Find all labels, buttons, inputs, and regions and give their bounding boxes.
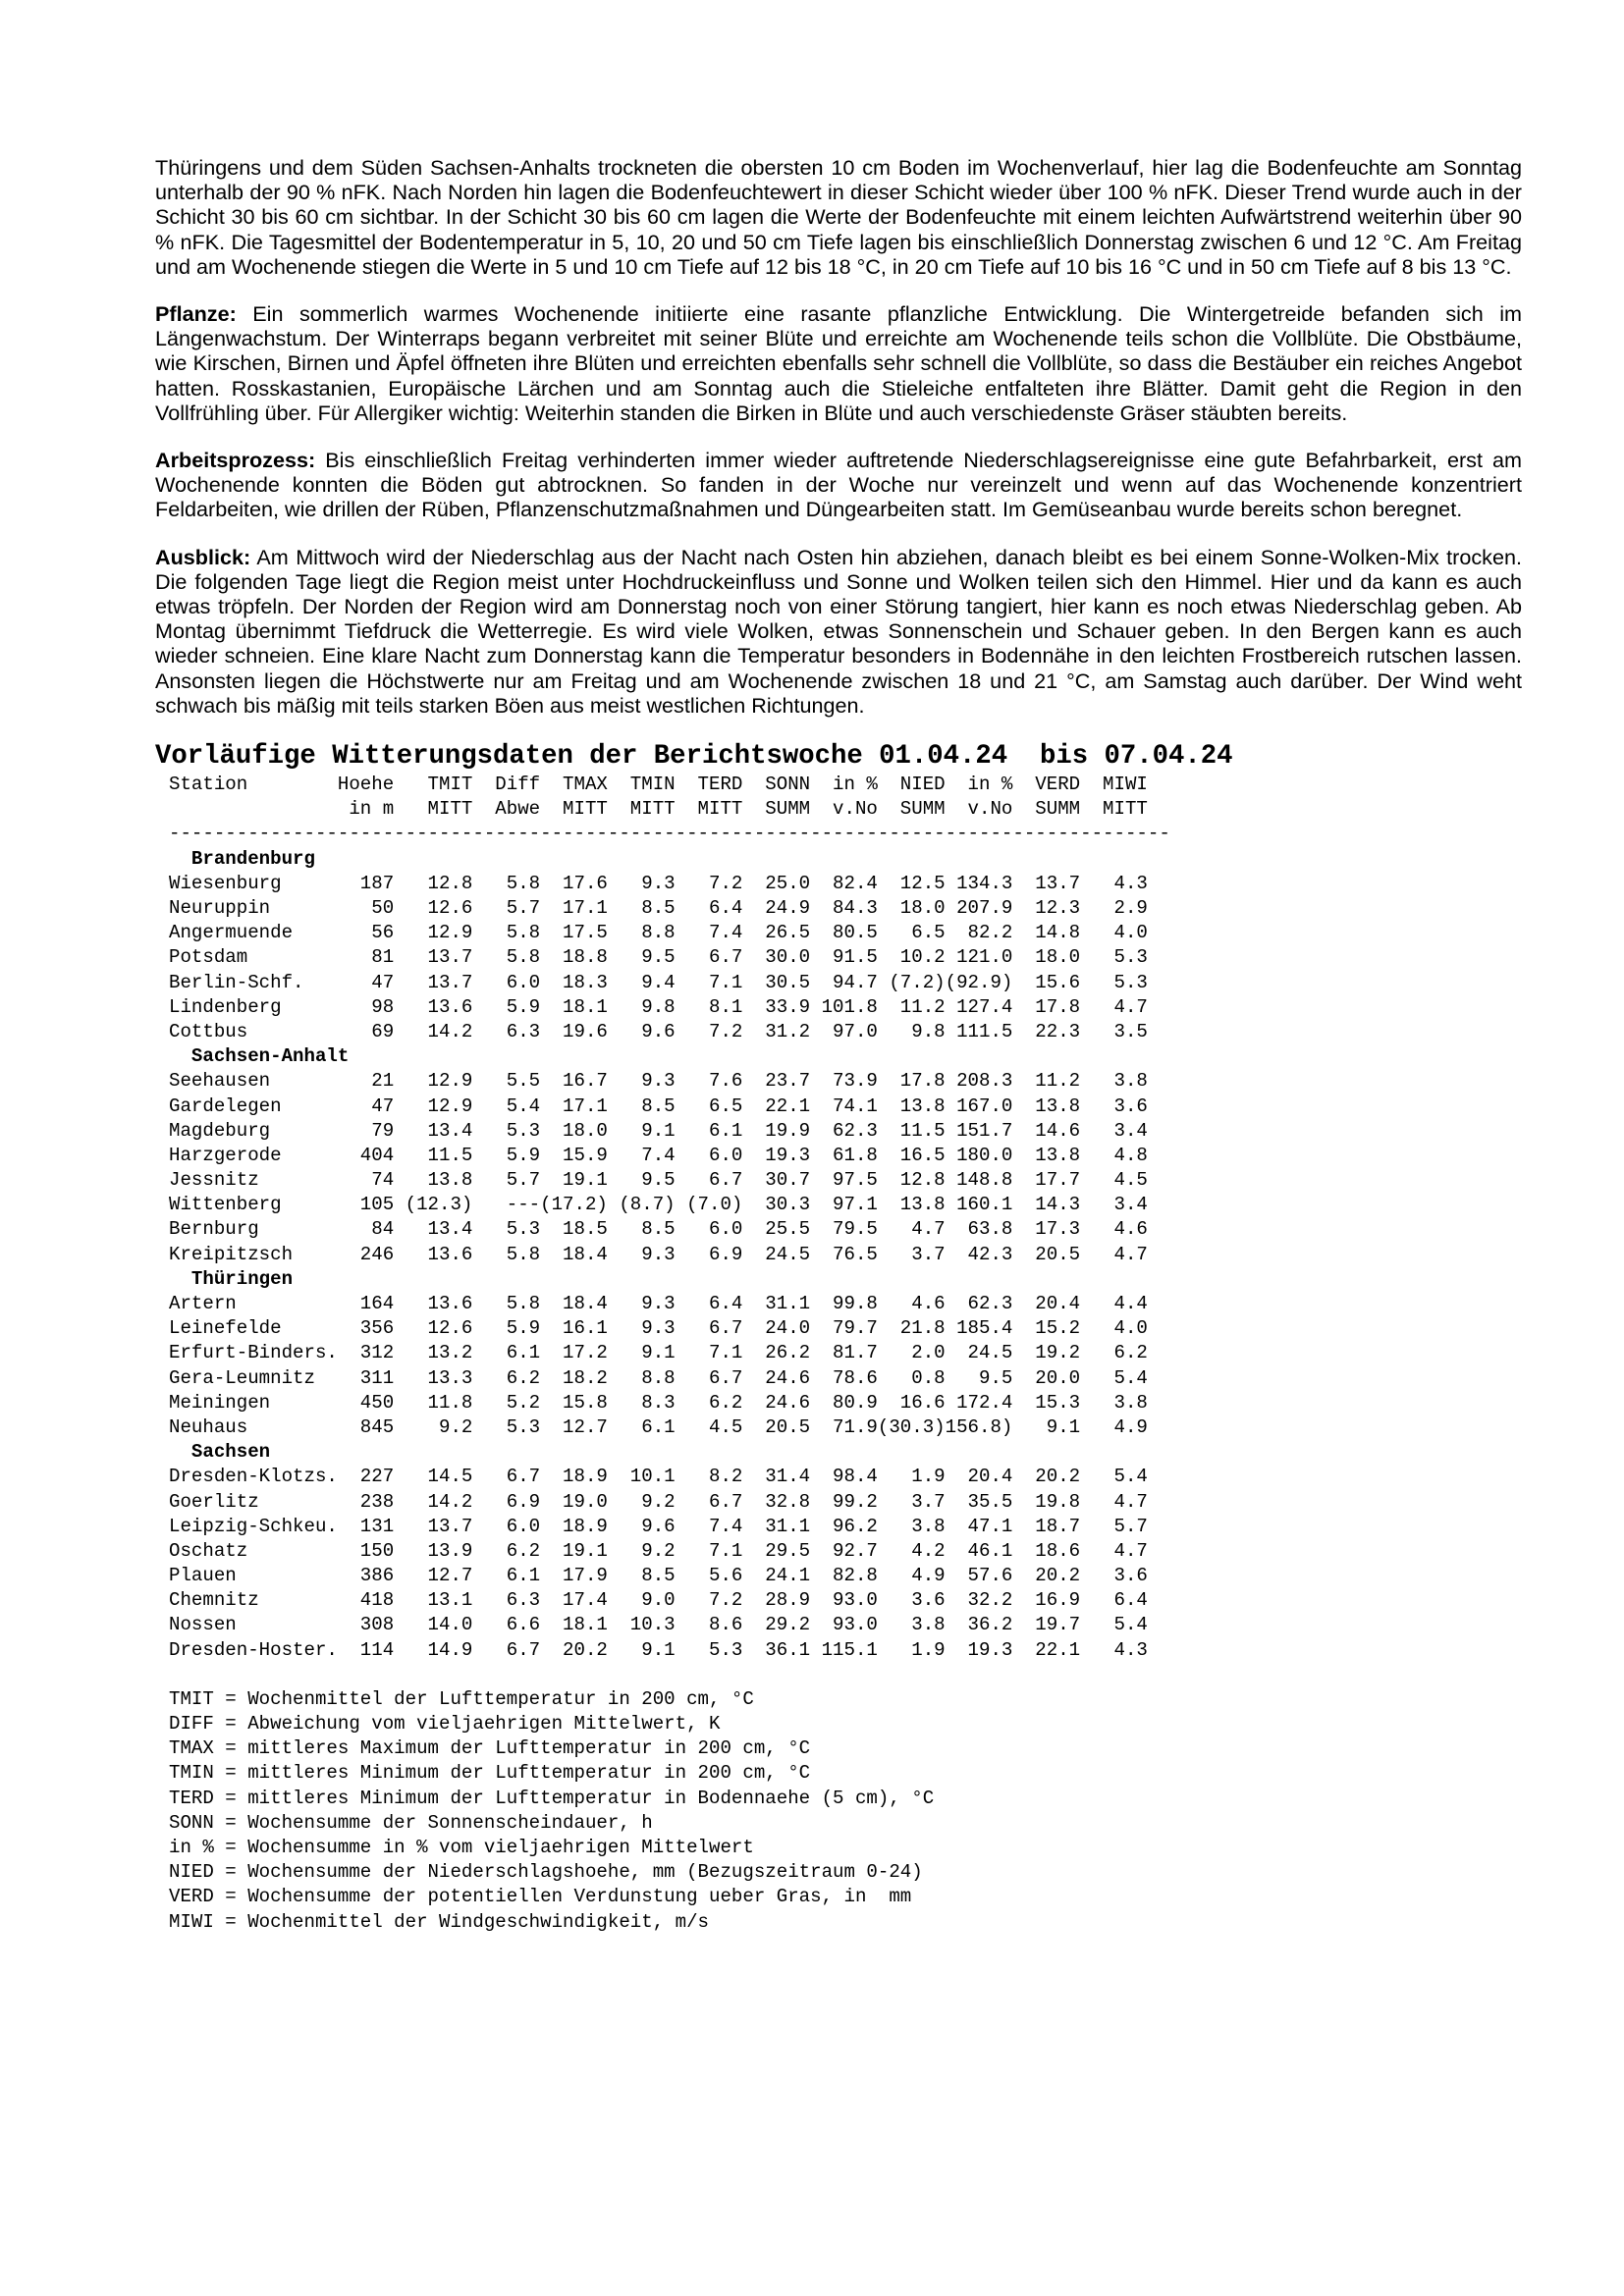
paragraph-lead: Pflanze: <box>155 301 237 327</box>
table-legend <box>155 1687 1522 1935</box>
paragraph <box>155 301 1522 425</box>
table-row: Leipzig-Schkeu. 131 13.7 6.0 18.9 9.6 7.4 31.1 96.2 3.8 47.1 18.7 5.7 <box>169 1515 1148 1537</box>
table-row: Neuruppin 50 12.6 5.7 17.1 8.5 6.4 24.9 84.3 18.0 207.9 12.3 2.9 <box>169 897 1148 919</box>
document-page <box>155 155 1522 1935</box>
paragraph-text: Am Mittwoch wird der Niederschlag aus der Nacht nach Osten hin abziehen, danach bleibt es bei einem Sonne-Wolken-Mix trocken. Die folgenden Tage liegt die Region meist unter Hochdruckeinfluss und Sonne und Wolken teilen sich den Himmel. Hier und da kann es auch etwas tröpfeln. Der Norden der Region wird am Donnerstag noch von einer Störung tangiert, hier kann es noch etwas Niederschlag geben. Ab Montag übernimmt Tiefdruck die Wetterregie. Es wird viele Wolken, etwas Sonnenschein und Schauer geben. In den Bergen kann es auch wieder schneien. Eine klare Nacht zum Donnerstag kann die Temperatur besonders in Bodennähe in den leichten Frostbereich rutschen lassen. Ansonsten liegen die Höchstwerte nur am Freitag und am Wochenende zwischen 18 und 21 °C, am Samstag auch darüber. Der Wind weht schwach bis mäßig mit teils starken Böen aus meist westlichen Richtungen. <box>155 544 1522 718</box>
table-row: Neuhaus 845 9.2 5.3 12.7 6.1 4.5 20.5 71.9(30.3)156.8) 9.1 4.9 <box>169 1415 1148 1438</box>
table-row: Dresden-Hoster. 114 14.9 6.7 20.2 9.1 5.3 36.1 115.1 1.9 19.3 22.1 4.3 <box>169 1638 1148 1661</box>
legend-line: TMAX = mittleres Maximum der Lufttemperatur in 200 cm, °C <box>169 1737 811 1760</box>
legend-line: TMIN = mittleres Minimum der Lufttemperatur in 200 cm, °C <box>169 1762 811 1785</box>
table-row: Seehausen 21 12.9 5.5 16.7 9.3 7.6 23.7 73.9 17.8 208.3 11.2 3.8 <box>169 1070 1148 1093</box>
paragraph-text: Thüringens und dem Süden Sachsen-Anhalts trockneten die obersten 10 cm Boden im Wochenverlauf, hier lag die Bodenfeuchte am Sonntag unterhalb der 90 % nFK. Nach Norden hin lagen die Bodenfeuchtewert in dieser Schicht wieder über 100 % nFK. Dieser Trend wurde auch in der Schicht 30 bis 60 cm sichtbar. In der Schicht 30 bis 60 cm lagen die Werte der Bodenfeuchte mit einem leichten Aufwärtstrend weiterhin über 90 % nFK. Die Tagesmittel der Bodentemperatur in 5, 10, 20 und 50 cm Tiefe lagen bis einschließlich Donnerstag zwischen 6 und 12 °C. Am Freitag und am Wochenende stiegen die Werte in 5 und 10 cm Tiefe auf 12 bis 18 °C, in 20 cm Tiefe auf 10 bis 16 °C und in 50 cm Tiefe auf 8 bis 13 °C. <box>155 155 1522 279</box>
table-row: Nossen 308 14.0 6.6 18.1 10.3 8.6 29.2 93.0 3.8 36.2 19.7 5.4 <box>169 1614 1148 1636</box>
weather-table <box>155 773 1522 1663</box>
table-row: Meiningen 450 11.8 5.2 15.8 8.3 6.2 24.6 80.9 16.6 172.4 15.3 3.8 <box>169 1391 1148 1414</box>
legend-line: SONN = Wochensumme der Sonnenscheindauer, h <box>169 1811 653 1834</box>
table-row: Gardelegen 47 12.9 5.4 17.1 8.5 6.5 22.1 74.1 13.8 167.0 13.8 3.6 <box>169 1095 1148 1117</box>
table-header-units-row: in m MITT Abwe MITT MITT MITT SUMM v.No SUMM v.No SUMM MITT <box>169 798 1148 821</box>
table-separator: ----------------------------------------------------------------------------------------- <box>169 823 1170 845</box>
paragraph-lead: Arbeitsprozess: <box>155 448 316 473</box>
paragraph <box>155 448 1522 522</box>
table-row: Lindenberg 98 13.6 5.9 18.1 9.8 8.1 33.9 101.8 11.2 127.4 17.8 4.7 <box>169 995 1148 1018</box>
report-text <box>155 155 1522 718</box>
legend-line: NIED = Wochensumme der Niederschlagshoehe, mm (Bezugszeitraum 0-24) <box>169 1861 923 1884</box>
table-row: Berlin-Schf. 47 13.7 6.0 18.3 9.4 7.1 30.5 94.7 (7.2)(92.9) 15.6 5.3 <box>169 971 1148 993</box>
table-row: Jessnitz 74 13.8 5.7 19.1 9.5 6.7 30.7 97.5 12.8 148.8 17.7 4.5 <box>169 1169 1148 1192</box>
paragraph-lead: Ausblick: <box>155 544 251 569</box>
legend-line: DIFF = Abweichung vom vieljaehrigen Mittelwert, K <box>169 1713 721 1735</box>
table-row: Kreipitzsch 246 13.6 5.8 18.4 9.3 6.9 24.5 76.5 3.7 42.3 20.5 4.7 <box>169 1243 1148 1265</box>
table-row: Chemnitz 418 13.1 6.3 17.4 9.0 7.2 28.9 93.0 3.6 32.2 16.9 6.4 <box>169 1589 1148 1612</box>
table-row: Potsdam 81 13.7 5.8 18.8 9.5 6.7 30.0 91.5 10.2 121.0 18.0 5.3 <box>169 946 1148 969</box>
region-heading: Sachsen <box>169 1441 271 1464</box>
table-row: Harzgerode 404 11.5 5.9 15.9 7.4 6.0 19.3 61.8 16.5 180.0 13.8 4.8 <box>169 1144 1148 1166</box>
table-row: Dresden-Klotzs. 227 14.5 6.7 18.9 10.1 8.2 31.4 98.4 1.9 20.4 20.2 5.4 <box>169 1466 1148 1488</box>
table-row: Wiesenburg 187 12.8 5.8 17.6 9.3 7.2 25.0 82.4 12.5 134.3 13.7 4.3 <box>169 872 1148 894</box>
legend-line: MIWI = Wochenmittel der Windgeschwindigkeit, m/s <box>169 1910 709 1933</box>
table-row: Magdeburg 79 13.4 5.3 18.0 9.1 6.1 19.9 62.3 11.5 151.7 14.6 3.4 <box>169 1119 1148 1142</box>
legend-line: TMIT = Wochenmittel der Lufttemperatur in 200 cm, °C <box>169 1687 754 1710</box>
table-row: Goerlitz 238 14.2 6.9 19.0 9.2 6.7 32.8 99.2 3.7 35.5 19.8 4.7 <box>169 1490 1148 1513</box>
table-row: Oschatz 150 13.9 6.2 19.1 9.2 7.1 29.5 92.7 4.2 46.1 18.6 4.7 <box>169 1539 1148 1562</box>
table-header-row: Station Hoehe TMIT Diff TMAX TMIN TERD SONN in % NIED in % VERD MIWI <box>169 774 1148 796</box>
paragraph <box>155 155 1522 279</box>
legend-line: TERD = mittleres Minimum der Lufttemperatur in Bodennaehe (5 cm), °C <box>169 1787 935 1809</box>
table-row: Gera-Leumnitz 311 13.3 6.2 18.2 8.8 6.7 24.6 78.6 0.8 9.5 20.0 5.4 <box>169 1366 1148 1389</box>
table-row: Plauen 386 12.7 6.1 17.9 8.5 5.6 24.1 82.8 4.9 57.6 20.2 3.6 <box>169 1565 1148 1587</box>
paragraph <box>155 545 1522 718</box>
region-heading: Thüringen <box>169 1267 294 1290</box>
table-row: Wittenberg 105 (12.3) ---(17.2) (8.7) (7.0) 30.3 97.1 13.8 160.1 14.3 3.4 <box>169 1194 1148 1216</box>
table-row: Angermuende 56 12.9 5.8 17.5 8.8 7.4 26.5 80.5 6.5 82.2 14.8 4.0 <box>169 922 1148 944</box>
table-row: Cottbus 69 14.2 6.3 19.6 9.6 7.2 31.2 97.0 9.8 111.5 22.3 3.5 <box>169 1020 1148 1042</box>
legend-line: VERD = Wochensumme der potentiellen Verdunstung ueber Gras, in mm <box>169 1886 912 1908</box>
table-title: Vorläufige Witterungsdaten der Berichtswoche 01.04.24 bis 07.04.24 <box>155 741 1233 773</box>
table-row: Bernburg 84 13.4 5.3 18.5 8.5 6.0 25.5 79.5 4.7 63.8 17.3 4.6 <box>169 1218 1148 1241</box>
paragraph-text: Ein sommerlich warmes Wochenende initiierte eine rasante pflanzliche Entwicklung. Die Wintergetreide befanden sich im Längenwachstum. Der Winterraps begann verbreitet mit seiner Blüte und erreichte am Wochenende teils schon die Vollblüte. Die Obstbäume, wie Kirschen, Birnen und Äpfel öffneten ihre Blüten und erreichten ebenfalls sehr schnell die Vollblüte, so dass die Bestäuber ein reiches Angebot hatten. Rosskastanien, Europäische Lärchen und am Sonntag auch die Stieleiche entfalteten ihre Blätter. Damit geht die Region in den Vollfrühling über. Für Allergiker wichtig: Weiterhin standen die Birken in Blüte und auch verschiedenste Gräser stäubten bereits. <box>155 301 1522 425</box>
region-heading: Brandenburg <box>169 847 315 870</box>
paragraph-text: Bis einschließlich Freitag verhinderten immer wieder auftretende Niederschlagsereignisse eine gute Befahrbarkeit, erst am Wochenende konnten die Böden gut abtrocknen. So fanden in der Woche nur vereinzelt und wenn auf das Wochenende konzentriert Feldarbeiten, wie drillen der Rüben, Pflanzenschutzmaßnahmen und Düngearbeiten statt. Im Gemüseanbau wurde bereits schon beregnet. <box>155 448 1522 522</box>
table-row: Erfurt-Binders. 312 13.2 6.1 17.2 9.1 7.1 26.2 81.7 2.0 24.5 19.2 6.2 <box>169 1342 1148 1364</box>
legend-line: in % = Wochensumme in % vom vieljaehrigen Mittelwert <box>169 1836 754 1858</box>
region-heading: Sachsen-Anhalt <box>169 1045 350 1068</box>
table-row: Artern 164 13.6 5.8 18.4 9.3 6.4 31.1 99.8 4.6 62.3 20.4 4.4 <box>169 1293 1148 1314</box>
table-row: Leinefelde 356 12.6 5.9 16.1 9.3 6.7 24.0 79.7 21.8 185.4 15.2 4.0 <box>169 1317 1148 1340</box>
